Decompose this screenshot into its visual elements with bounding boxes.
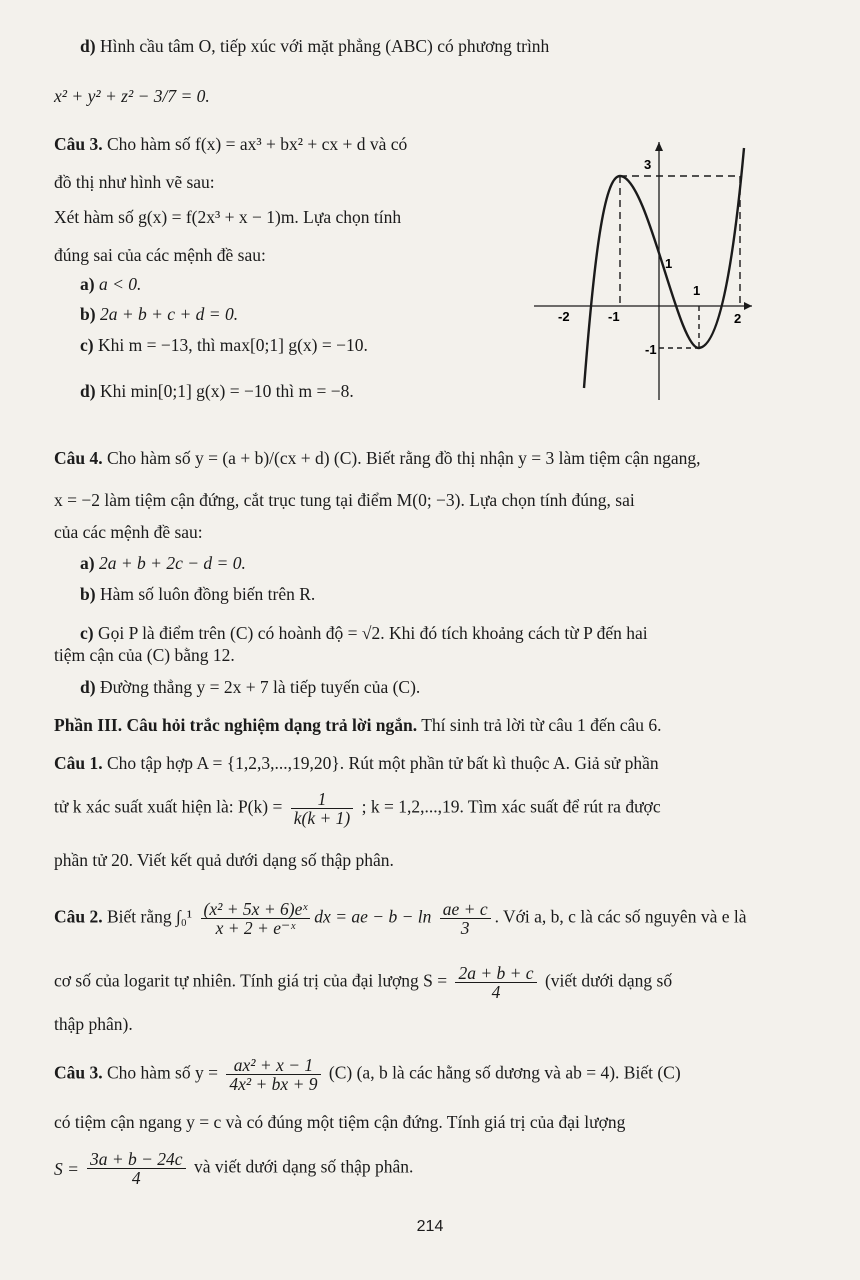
q4-line1-text: Cho hàm số y = (a + b)/(cx + d) (C). Biết rằng đồ thị nhận y = 3 làm tiệm cận ngang, [107,448,701,468]
fraction-numerator: ae + c [440,900,491,919]
part3-text: Thí sinh trả lời từ câu 1 đến câu 6. [421,715,662,735]
p3q1-line1-text: Cho tập hợp A = {1,2,3,...,19,20}. Rút một phần tử bất kì thuộc A. Giả sử phần [107,753,659,773]
cubic-graph [528,138,756,402]
q3-item-text: Khi m = −13, thì max[0;1] g(x) = −10. [97,335,368,355]
p3q3-line1 [54,1056,826,1093]
label-3: 3 [644,157,652,172]
q4-item-label: a) [80,553,95,573]
p3q3-line3b: và viết dưới dạng số thập phân. [193,1156,414,1177]
fraction-denominator: x + 2 + e⁻ˣ [215,918,296,938]
label-y-neg1: -1 [645,342,657,357]
q3-label: Câu 3. [54,134,103,154]
q4-item-b [80,582,826,606]
q3-line3: Xét hàm số g(x) = f(2x³ + x − 1)m. Lựa chọn tính [54,207,402,227]
q4-item-d [80,675,826,699]
fraction-denominator: 4 [131,1168,141,1188]
p3q1-line3: phần tử 20. Viết kết quả dưới dạng số thập phân. [54,850,394,870]
p3q1-line2 [54,790,826,827]
y-axis-arrow [655,142,663,151]
label-y-1: 1 [665,256,673,271]
q2d-label: d) [80,36,96,56]
p3q3-fraction [226,1056,320,1093]
p3q2-line2b: (viết dưới dạng số [544,970,673,991]
p3q2-s-fraction [455,964,536,1001]
fraction-denominator: 4x² + bx + 9 [229,1074,318,1094]
p3q2-line2 [54,964,826,1001]
fraction-denominator: k(k + 1) [293,808,351,828]
q4-item-a [80,551,826,575]
q2d-line [80,34,826,58]
p3q2-line2a: cơ số của logarit tự nhiên. Tính giá trị của đại lượng S = [54,970,448,991]
q4-line3: của các mệnh đề sau: [54,522,203,542]
q4-item-c-cont: tiệm cận của (C) bằng 12. [54,645,235,665]
q4-item-text: Gọi P là điểm trên (C) có hoành độ = √2. Khi đó tích khoảng cách từ P đến hai [97,623,648,643]
label-x-neg2: -2 [558,309,570,324]
q3-item-label: c) [80,335,94,355]
p3q2-label: Câu 2. [54,906,103,927]
q3-item-text: 2a + b + c + d = 0. [99,304,239,324]
p3q2-line1 [54,900,826,937]
fraction-denominator: 4 [491,982,501,1002]
fraction-numerator: 3a + b − 24c [87,1150,186,1169]
q2d-equation: x² + y² + z² − 3/7 = 0. [54,86,210,106]
q4-item-label: c) [80,623,94,643]
x-axis-arrow [744,302,752,310]
q3-item-label: a) [80,274,95,294]
label-x-1: 1 [693,283,701,298]
p3q2-log-fraction [440,900,491,937]
p3q3-label: Câu 3. [54,1062,103,1083]
q4-item-text: Đường thẳng y = 2x + 7 là tiếp tuyến của (C). [99,677,421,697]
p3q3-s-prefix [54,1160,79,1178]
p3q2-line1b: dx = ae − b − ln [314,906,432,927]
q4-item-c [80,621,826,645]
p3q1-line2b: ; k = 1,2,...,19. Tìm xác suất để rút ra được [361,796,661,817]
p3q1-label: Câu 1. [54,753,103,773]
p3q2-integrand [201,900,311,937]
p3q1-line2a: tử k xác suất xuất hiện là: P(k) = [54,796,283,817]
q4-line2: x = −2 làm tiệm cận đứng, cắt trục tung tại điểm M(0; −3). Lựa chọn tính đúng, sai [54,490,635,510]
q3-line2: đồ thị như hình vẽ sau: [54,172,215,192]
p3q3-line2: có tiệm cận ngang y = c và có đúng một tiệm cận đứng. Tính giá trị của đại lượng [54,1112,626,1132]
label-x-neg1: -1 [608,309,620,324]
q4-line1 [54,446,826,470]
part3-heading [54,713,826,737]
q3-item-text: a < 0. [98,274,142,294]
fraction-denominator: 3 [460,918,470,938]
page-number: 214 [416,1218,444,1235]
cubic-curve [584,148,744,388]
p3q2-line1c: . Với a, b, c là các số nguyên và e là [494,906,747,927]
q4-item-label: b) [80,584,96,604]
q4-item-text: Hàm số luôn đồng biến trên R. [99,584,316,604]
fraction-numerator: 1 [291,790,354,809]
q2d-text: Hình cầu tâm O, tiếp xúc với mặt phẳng (ABC) có phương trình [99,36,550,56]
p3q3-line3a: S = [54,1158,79,1179]
p3q3-line1a: Cho hàm số y = [107,1062,218,1083]
p3q3-line1b: (C) (a, b là các hằng số dương và ab = 4). Biết (C) [328,1062,681,1083]
q3-line4: đúng sai của các mệnh đề sau: [54,245,266,265]
label-x-2: 2 [734,311,742,326]
fraction-numerator: ax² + x − 1 [226,1056,320,1075]
p3q1-fraction [291,790,354,827]
q4-label: Câu 4. [54,448,103,468]
p3q2-line3: thập phân). [54,1014,133,1034]
fraction-numerator: (x² + 5x + 6)eˣ [201,900,311,919]
fraction-numerator: 2a + b + c [455,964,536,983]
q4-item-label: d) [80,677,96,697]
p3q3-line3 [54,1150,826,1187]
p3q2-line1a: Biết rằng ∫₀¹ [107,906,193,927]
q3-item-label: b) [80,304,96,324]
q3-line1-text: Cho hàm số f(x) = ax³ + bx² + cx + d và có [107,134,408,154]
p3q3-s-fraction [87,1150,186,1187]
q3-item-text: Khi min[0;1] g(x) = −10 thì m = −8. [99,381,354,401]
q3-item-label: d) [80,381,96,401]
part3-title: Phần III. Câu hỏi trắc nghiệm dạng trả lời ngắn. [54,715,418,735]
p3q1-line1 [54,751,826,775]
q4-item-text: 2a + b + 2c − d = 0. [98,553,246,573]
